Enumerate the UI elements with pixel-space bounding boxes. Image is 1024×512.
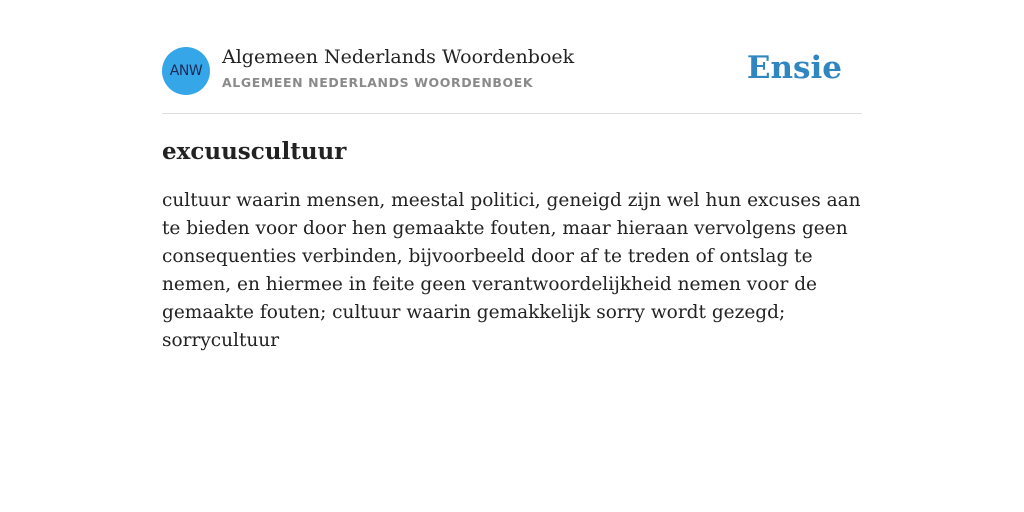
anw-logo[interactable]: ANW [162,47,210,95]
entry-card [162,40,862,374]
source-header [162,40,862,114]
ensie-logo[interactable]: Ensie [746,50,842,86]
entry-definition: cultuur waarin mensen, meestal politici, geneigd zijn wel hun excuses aan te bieden voor door hen gemaakte fouten, maar hieraan vervolgens geen consequenties verbinden, bijvoorbeeld door af te treden of ontslag te nemen, en hiermee in feite geen verantwoordelijkheid nemen voor de gemaakte fouten; cultuur waarin gemakkelijk sorry wordt gezegd; sorrycultuur [162,190,861,351]
source-title[interactable]: Algemeen Nederlands Woordenboek [222,46,575,68]
entry-term: excuuscultuur [162,138,347,165]
source-subtitle: ALGEMEEN NEDERLANDS WOORDENBOEK [222,75,534,90]
